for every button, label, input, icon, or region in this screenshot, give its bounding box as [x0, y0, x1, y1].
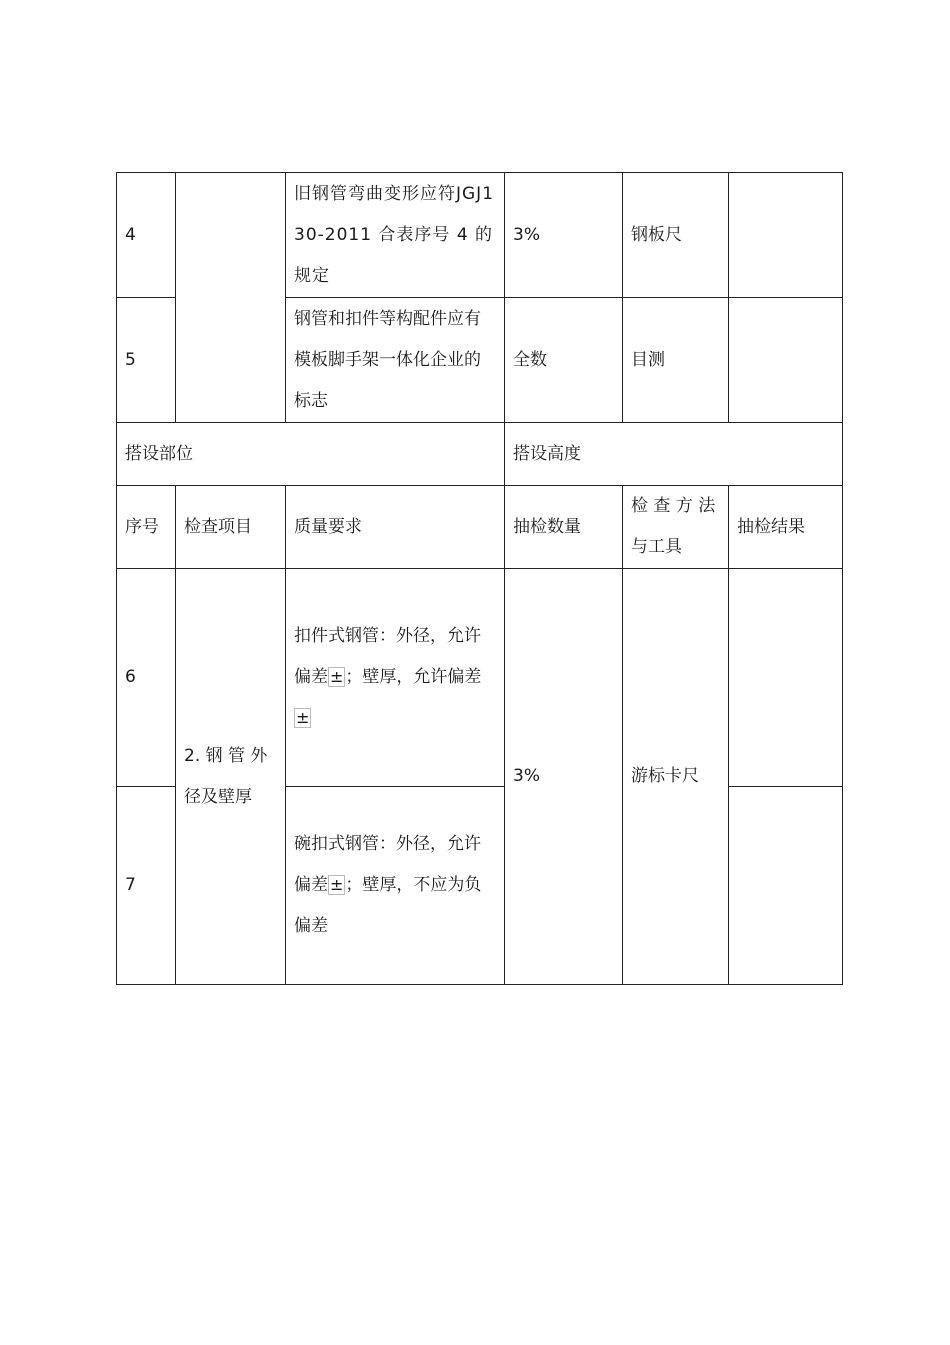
- tolerance-symbol: ±: [330, 667, 344, 686]
- check-item-cell: [176, 173, 286, 423]
- sample-result: [729, 173, 843, 298]
- header-requirement: 质量要求: [286, 486, 505, 569]
- requirement-text: ；壁厚，不应为负偏差: [294, 875, 482, 936]
- header-item: 检查项目: [176, 486, 286, 569]
- sample-quantity: 3%: [505, 569, 623, 985]
- inspection-method: 目测: [623, 298, 729, 423]
- header-no: 序号: [117, 486, 176, 569]
- sample-result: [729, 298, 843, 423]
- check-item: [176, 569, 286, 985]
- header-result: 抽检结果: [729, 486, 843, 569]
- header-row: [117, 486, 843, 569]
- inspection-method: 游标卡尺: [623, 569, 729, 985]
- erection-location-label: 搭设部位: [117, 423, 505, 486]
- quality-requirement: 钢管和扣件等构配件应有模板脚手架一体化企业的标志: [286, 298, 505, 423]
- check-item-label: 2. 钢 管 外径及壁厚: [184, 745, 268, 807]
- erection-height-label: 搭设高度: [505, 423, 843, 486]
- quality-requirement: 旧钢管弯曲变形应符JGJ130-2011 合表序号 4 的规定: [286, 173, 505, 298]
- quality-requirement: [286, 787, 505, 985]
- row-number: 4: [117, 173, 176, 298]
- tolerance-symbol: ±: [296, 708, 310, 727]
- tolerance-symbol: ±: [330, 875, 344, 894]
- row-number: 6: [117, 569, 176, 787]
- sample-result: [729, 787, 843, 985]
- sample-result: [729, 569, 843, 787]
- inspection-method: 钢板尺: [623, 173, 729, 298]
- table-row: [117, 569, 843, 787]
- table-row: [117, 173, 843, 298]
- sample-quantity: 全数: [505, 298, 623, 423]
- row-number: 7: [117, 787, 176, 985]
- inspection-table: [116, 172, 843, 985]
- requirement-text: ；壁厚，允许偏差: [345, 667, 482, 687]
- sample-quantity: 3%: [505, 173, 623, 298]
- row-number: 5: [117, 298, 176, 423]
- header-method: 检 查 方 法与工具: [623, 486, 729, 569]
- requirement-text: 碗扣式钢管：外径，允许偏差: [294, 834, 481, 895]
- header-quantity: 抽检数量: [505, 486, 623, 569]
- quality-requirement: [286, 569, 505, 787]
- site-info-row: [117, 423, 843, 486]
- requirement-text: 扣件式钢管：外径，允许偏差: [294, 626, 481, 687]
